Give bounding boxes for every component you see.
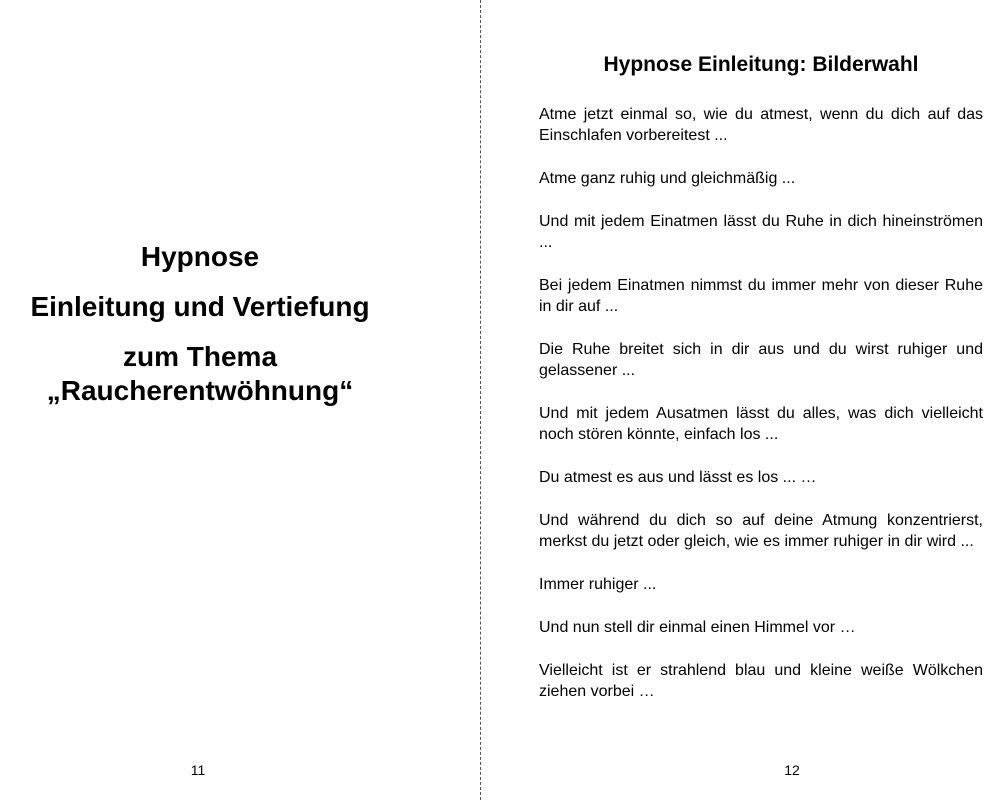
- title-line: „Raucherentwöhnung“: [46, 375, 354, 406]
- left-page: [0, 0, 480, 800]
- right-page: [481, 0, 1000, 800]
- section-heading: Hypnose Einleitung: Bilderwahl: [603, 53, 919, 76]
- paragraph: Atme jetzt einmal so, wie du atmest, wenn du dich auf das Einschlafen vorbereitest ...: [539, 106, 983, 144]
- paragraph: Und mit jedem Einatmen lässt du Ruhe in dich hineinströmen ...: [539, 213, 983, 251]
- paragraph: Du atmest es aus und lässt es los ... …: [539, 469, 817, 486]
- chapter-title: [0, 240, 400, 408]
- paragraph: Und mit jedem Ausatmen lässt du alles, was dich vielleicht noch stören könnte, einfach los ...: [539, 405, 983, 443]
- title-line: zum Thema: [122, 341, 278, 372]
- body-text: [539, 104, 983, 724]
- title-line: Hypnose: [140, 241, 260, 272]
- paragraph: Und während du dich so auf deine Atmung konzentrierst, merkst du jetzt oder gleich, wie es immer ruhiger in dir wird ...: [539, 512, 983, 550]
- title-line: Einleitung und Vertiefung: [30, 291, 370, 322]
- page-number-left: 11: [190, 762, 206, 778]
- paragraph: Und nun stell dir einmal einen Himmel vor …: [539, 619, 856, 636]
- paragraph: Die Ruhe breitet sich in dir aus und du wirst ruhiger und gelassener ...: [539, 341, 983, 379]
- paragraph: Immer ruhiger ...: [539, 576, 657, 593]
- paragraph: Bei jedem Einatmen nimmst du immer mehr von dieser Ruhe in dir auf ...: [539, 277, 983, 315]
- paragraph: Vielleicht ist er strahlend blau und kleine weiße Wölkchen ziehen vorbei …: [539, 662, 983, 700]
- paragraph: Atme ganz ruhig und gleichmäßig ...: [539, 170, 796, 187]
- page-number-right: 12: [784, 762, 800, 778]
